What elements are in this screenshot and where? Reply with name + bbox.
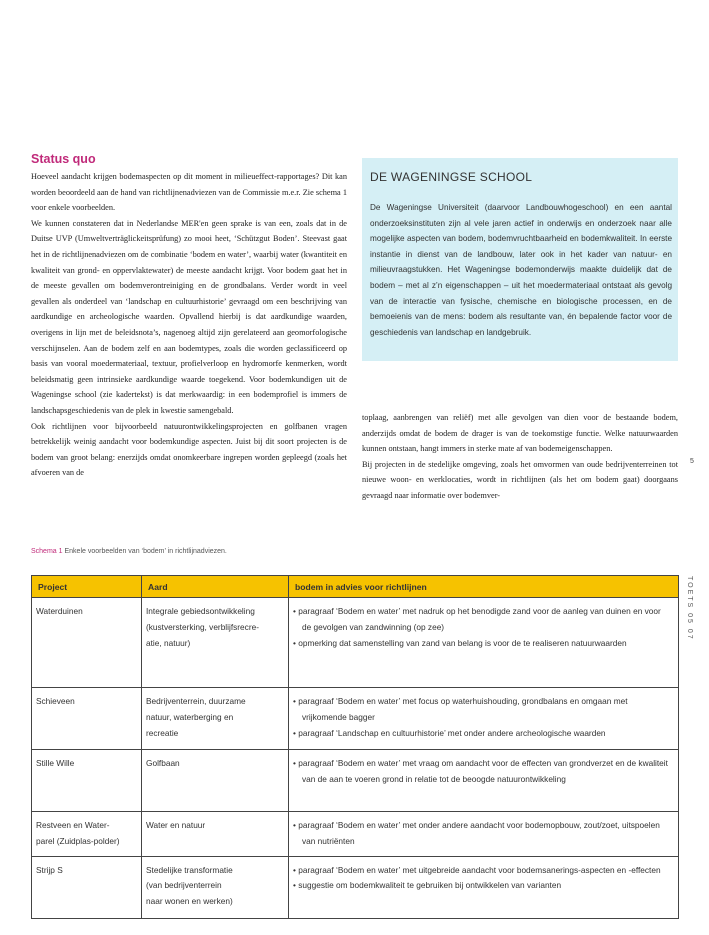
bullet-item: • paragraaf ‘Bodem en water’ met vraag om aandacht voor de effecten van grondverzet en de kwaliteit van de aan te voeren grond in relatie tot de beoogde natuurontwikkeling	[293, 758, 668, 784]
cell-aard	[142, 856, 289, 918]
cell-project	[32, 856, 142, 918]
caption-label: Schema 1	[31, 548, 63, 555]
cell-text: (kustversterking, verblijfsrecre-	[146, 621, 259, 632]
cell-text: Bedrijventerrein, duurzame	[146, 696, 246, 706]
bullet-item: • paragraaf ‘Landschap en cultuurhistorie’ met onder andere archeologische waarden	[293, 727, 606, 738]
bullet-item: • suggestie om bodemkwaliteit te gebruiken bij ontwikkelen van varianten	[293, 880, 562, 891]
left-body-text	[31, 169, 347, 481]
table-caption	[31, 548, 227, 555]
page-number: 5	[690, 458, 694, 465]
cell-text: recreatie	[146, 727, 179, 738]
cell-aard	[142, 750, 289, 812]
cell-advies	[289, 688, 679, 750]
cell-aard	[142, 812, 289, 857]
sidebar-box	[362, 158, 678, 361]
right-body-text	[362, 410, 678, 504]
table-row	[32, 688, 679, 750]
bullet-item: • paragraaf ‘Bodem en water’ met uitgebreide aandacht voor bodemsanerings-aspecten en -effecten	[293, 864, 661, 875]
cell-text: Waterduinen	[36, 606, 83, 616]
bullet-item: • paragraaf ‘Bodem en water’ met focus op waterhuishouding, grondbalans en omgaan met vrijkomende bagger	[293, 696, 628, 722]
bullet-item: • paragraaf ‘Bodem en water’ met onder andere aandacht voor bodemopbouw, zout/zoet, uitspoelen van nutriënten	[293, 820, 660, 846]
sidebar-body: De Wageningse Universiteit (daarvoor Landbouwhogeschool) en een aantal onderzoeksinstituten zijn al vele jaren actief in onderwijs en onderzoek naar alle mogelijke aspecten van bodem, bodemvruchtbaarheid en bodemkwaliteit. In eerste instantie in dienst van de landbouw, later ook in het kader van natuur- en milieuvraagstukken. Het Wageningse bodemonderwijs maakte duidelijk dat de bodem – met al z’n eigenschappen – uit het moedermateriaal ontstaat als gevolg van de interactie van fysische, chemische en biologische processen, en de bemoeienis van de mens: bodem als resultante van, én bepalende factor voor de geschiedenis van landschap en landgebruik.	[370, 203, 672, 337]
schema-table	[31, 575, 679, 919]
table-row	[32, 856, 679, 918]
header-advies: bodem in advies voor richtlijnen	[289, 576, 679, 598]
cell-text: parel (Zuidplas-polder)	[36, 835, 120, 846]
caption-text: Enkele voorbeelden van ‘bodem’ in richtlijnadviezen.	[64, 548, 227, 555]
sidebar-title: DE WAGENINGSE SCHOOL	[370, 170, 533, 184]
cell-text: Water en natuur	[146, 820, 206, 830]
cell-aard	[142, 688, 289, 750]
paragraph: toplaag, aanbrengen van reliëf) met alle gevolgen van dien voor de bestaande bodem, anderzijds omdat de bodem de drager is van de toekomstige functie. Welke natuurwaarden kunnen ontstaan, hangt immers in sterke mate af van bodemeigenschappen.	[362, 413, 678, 454]
header-project: Project	[32, 576, 142, 598]
table-row	[32, 598, 679, 688]
paragraph: Hoeveel aandacht krijgen bodemaspecten op dit moment in milieueffect-rapportages? Dit kan worden beoordeeld aan de hand van richtlijnenadviezen van de Commissie m.e.r. Zie schema 1 voor enkele voorbeelden.	[31, 172, 347, 213]
table-row	[32, 812, 679, 857]
cell-advies	[289, 856, 679, 918]
cell-project	[32, 750, 142, 812]
paragraph: We kunnen constateren dat in Nederlandse MER'en geen sprake is van een, zoals dat in de Duitse UVP (Umweltverträglickeitsprüfung) zo mooi heet, ‘Schützgut Boden’. Steevast gaat het in de richtlijnenadviezen om de combinatie ‘bodem en water’, waarbij water (kwantiteit en kwaliteit van grond- en oppervlaktewater) de meeste aandacht krijgt. Voor bodem gaat het in de meeste gevallen om bodemverontreiniging en de grondbalans. Verder wordt in veel gevallen als onderdeel van ‘landschap en cultuurhistorie’ gevraagd om een beschrijving van aardkundige en archeologische waarden. Opvallend hierbij is dat aardkundige waarden, overigens in lijn met de beleidsnota’s, nagenoeg altijd zijn gerelateerd aan geomorfologische verschijnselen. Aan de bodem zelf en aan bodemtypes, zoals die worden geclassificeerd op basis van vooral moedermateriaal, textuur, profielverloop en hydromorfe kenmerken, wordt beleidsmatig geen intrinsieke aardkundige waarde toegekend. Voor bodemkundigen uit de Wageningse school (zie kadertekst) is dat merkwaardig: in een bodemprofiel is immers de landschapsgeschiedenis van de plek in kwestie samengebald.	[31, 218, 347, 415]
table-header-row	[32, 576, 679, 598]
header-aard: Aard	[142, 576, 289, 598]
cell-text: (van bedrijventerrein	[146, 880, 222, 891]
section-heading: Status quo	[31, 152, 96, 166]
bullet-item: • opmerking dat samenstelling van zand van belang is voor de te realiseren natuurwaarden	[293, 637, 627, 648]
cell-advies	[289, 598, 679, 688]
right-column	[362, 410, 678, 504]
cell-text: Stedelijke transformatie	[146, 864, 233, 875]
left-column	[31, 152, 347, 481]
cell-text: atie, natuur)	[146, 637, 191, 648]
cell-text: naar wonen en werken)	[146, 896, 233, 907]
cell-text: Strijp S	[36, 864, 63, 875]
cell-aard	[142, 598, 289, 688]
journal-side-label: TOETS 05 07	[686, 576, 693, 641]
cell-text: Stille Wille	[36, 758, 75, 768]
cell-text: Integrale gebiedsontwikkeling	[146, 606, 255, 616]
cell-advies	[289, 750, 679, 812]
paragraph: Ook richtlijnen voor bijvoorbeeld natuurontwikkelingsprojecten en golfbanen vragen betrekkelijk weinig aandacht voor bodemkundige aspecten. Juist bij dit soort projecten is de bodem van groot belang: enerzijds omdat onomkeerbare ingrepen worden gepleegd (zoals het afvoeren van de	[31, 421, 347, 478]
cell-text: Restveen en Water-	[36, 820, 110, 830]
cell-project	[32, 812, 142, 857]
paragraph: Bij projecten in de stedelijke omgeving, zoals het omvormen van oude bedrijventerreinen tot nieuwe woon- en werklocaties, wordt in richtlijnen (als het om bodem gaat) doorgaans gevraagd naar informatie over bodemver-	[362, 459, 678, 500]
cell-text: natuur, waterberging en	[146, 711, 234, 722]
cell-text: Schieveen	[36, 696, 75, 706]
cell-advies	[289, 812, 679, 857]
bullet-item: • paragraaf ‘Bodem en water’ met nadruk op het benodigde zand voor de aanleg van duinen en voor de gevolgen van zandwinning (op zee)	[293, 606, 661, 632]
table-row	[32, 750, 679, 812]
cell-project	[32, 688, 142, 750]
cell-project	[32, 598, 142, 688]
cell-text: Golfbaan	[146, 758, 180, 768]
